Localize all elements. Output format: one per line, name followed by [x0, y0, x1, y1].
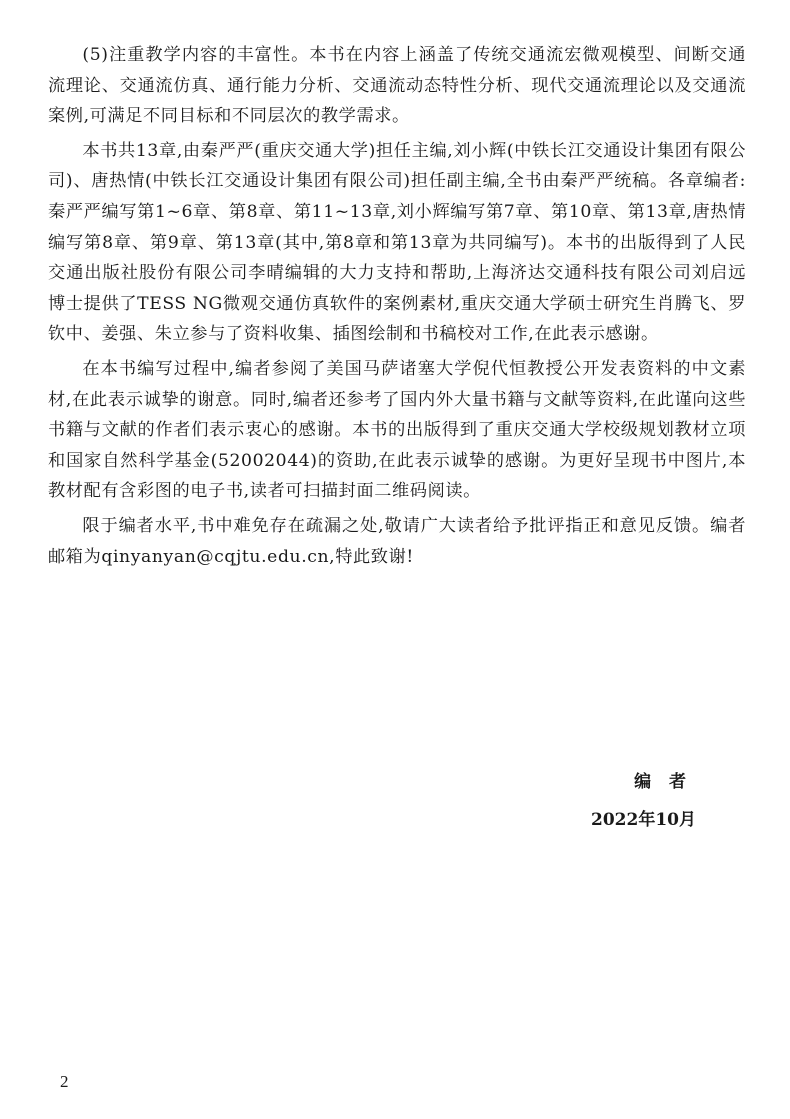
paragraph-feedback: 限于编者水平,书中难免存在疏漏之处,敬请广大读者给予批评指正和意见反馈。编者邮箱为qinyanyan@cqjtu.edu.cn,特此致谢!: [48, 515, 746, 567]
preface-body: [48, 40, 746, 830]
signature-name: 编 者: [634, 772, 692, 792]
paragraph-teaching-content: (5)注重教学内容的丰富性。本书在内容上涵盖了传统交通流宏微观模型、间断交通流理论、交通流仿真、通行能力分析、交通流动态特性分析、现代交通流理论以及交通流案例,可满足不同目标和不同层次的教学需求。: [48, 45, 746, 127]
page-number: 2: [60, 1072, 69, 1091]
paragraph-authorship: 本书共13章,由秦严严(重庆交通大学)担任主编,刘小辉(中铁长江交通设计集团有限公司)、唐热情(中铁长江交通设计集团有限公司)担任副主编,全书由秦严严统稿。各章编者:秦严严编写第1~6章、第8章、第11~13章,刘小辉编写第7章、第10章、第13章,唐热情编写第8章、第9章、第13章(其中,第8章和第13章为共同编写)。本书的出版得到了人民交通出版社股份有限公司李晴编辑的大力支持和帮助,上海济达交通科技有限公司刘启远博士提供了TESS NG微观交通仿真软件的案例素材,重庆交通大学硕士研究生肖腾飞、罗钦中、姜强、朱立参与了资料收集、插图绘制和书稿校对工作,在此表示感谢。: [48, 140, 746, 345]
paragraph-acknowledgements: 在本书编写过程中,编者参阅了美国马萨诸塞大学倪代恒教授公开发表资料的中文素材,在此表示诚挚的谢意。同时,编者还参考了国内外大量书籍与文献等资料,在此谨向这些书籍与文献的作者们表示衷心的感谢。本书的出版得到了重庆交通大学校级规划教材立项和国家自然科学基金(52002044)的资助,在此表示诚挚的感谢。为更好呈现书中图片,本教材配有含彩图的电子书,读者可扫描封面二维码阅读。: [48, 358, 746, 502]
signature-block: [48, 767, 746, 830]
signature-date: 2022年10月: [591, 810, 696, 830]
